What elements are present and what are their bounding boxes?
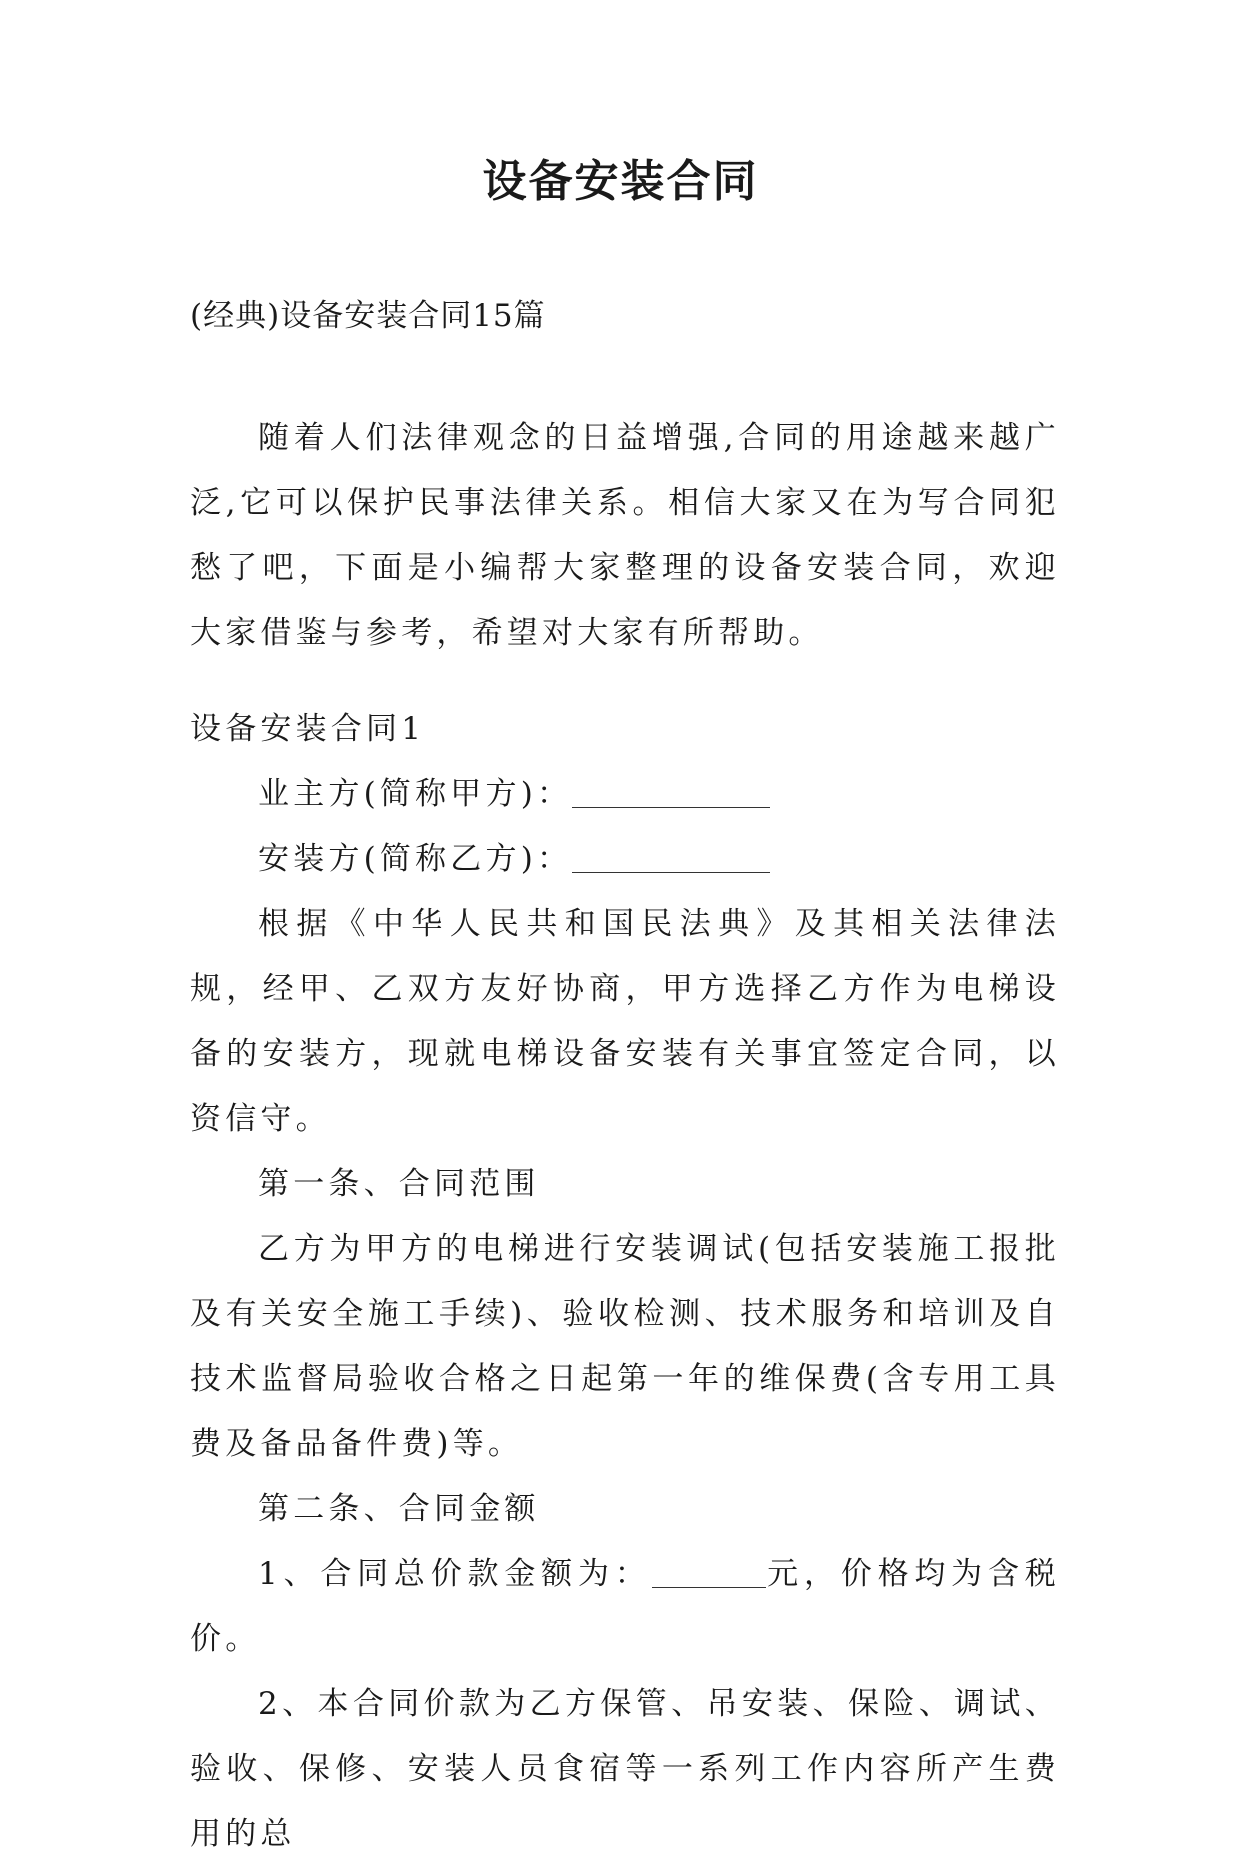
- article1-paragraph: 乙方为甲方的电梯进行安装调试(包括安装施工报批及有关安全施工手续)、验收检测、技术服务和培训及自技术监督局验收合格之日起第一年的维保费(含专用工具费及备品备件费)等。: [190, 1231, 1060, 1462]
- clause2-paragraph: 2、本合同价款为乙方保管、吊安装、保险、调试、验收、保修、安装人员食宿等一系列工作内容所产生费用的总: [190, 1686, 1060, 1852]
- article1-title: 第一条、合同范围: [258, 1166, 540, 1202]
- clause1-prefix: 1、合同总价款金额为：: [258, 1556, 652, 1592]
- party-b-line: [190, 827, 1060, 892]
- party-a-blank: [572, 777, 770, 808]
- party-a-label: 业主方(简称甲方)：: [258, 776, 573, 812]
- preamble-paragraph: 根据《中华人民共和国民法典》及其相关法律法规，经甲、乙双方友好协商，甲方选择乙方作为电梯设备的安装方，现就电梯设备安装有关事宜签定合同，以资信守。: [190, 906, 1060, 1137]
- intro-paragraph: 随着人们法律观念的日益增强,合同的用途越来越广泛,它可以保护民事法律关系。相信大家又在为写合同犯愁了吧，下面是小编帮大家整理的设备安装合同，欢迎大家借鉴与参考，希望对大家有所帮助。: [190, 420, 1060, 651]
- article2-title: 第二条、合同金额: [258, 1491, 540, 1527]
- clause1-suffix: 元，价格均为含税价。: [190, 1556, 1060, 1657]
- document-subtitle: (经典)设备安装合同15篇: [190, 298, 546, 334]
- party-a-line: [190, 762, 1060, 827]
- party-b-blank: [572, 842, 770, 873]
- page-title: 设备安装合同: [482, 156, 759, 207]
- section-heading: 设备安装合同1: [190, 711, 426, 747]
- party-b-label: 安装方(简称乙方)：: [258, 841, 573, 877]
- amount-blank: [652, 1557, 766, 1588]
- contract-body: [190, 697, 1060, 1867]
- clause1-line: [190, 1542, 1060, 1672]
